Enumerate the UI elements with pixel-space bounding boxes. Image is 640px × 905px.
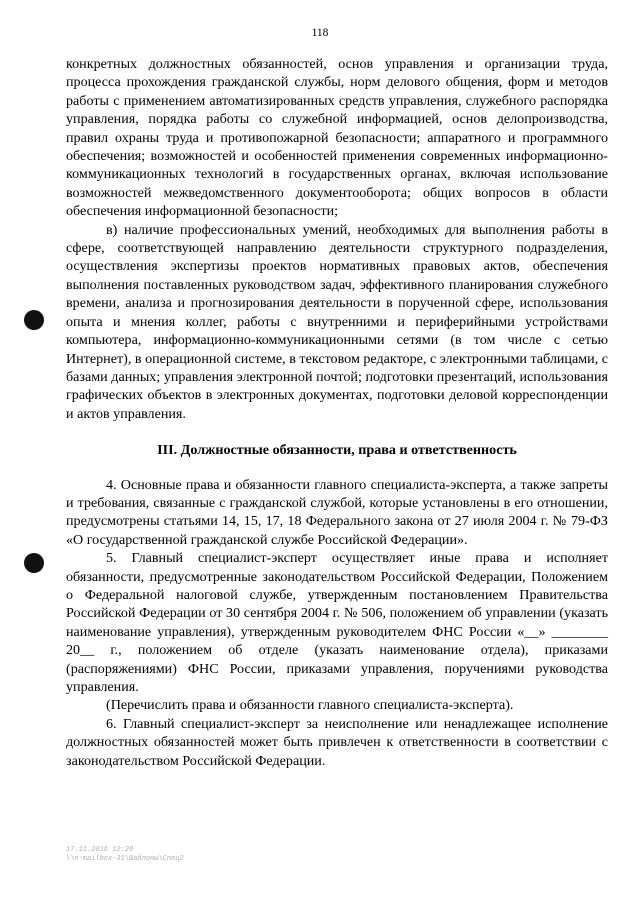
paragraph-knowledge-continued: конкретных должностных обязанностей, основ управления и организации труда, процесса прохождения гражданской службы, норм делового общения, форм и методов работы с применением автоматизированных средств управления, служебного распорядка управления, порядка работы со служебной информацией, основ делопроизводства, правил охраны труда и противопожарной безопасности; аппаратного и программного обеспечения; возможностей и особенностей применения современных информационно-коммуникационных технологий в государственных органах, включая использование возможностей межведомственного документооборота; общих вопросов в области обеспечения информационной безопасности;: [66, 56, 608, 220]
paragraph-rights-note: (Перечислить права и обязанности главного специалиста-эксперта).: [106, 697, 514, 714]
binding-hole-bottom: [24, 553, 44, 573]
paragraph-professional-skills: в) наличие профессиональных умений, необходимых для выполнения работы в сфере, соответствующей направлению деятельности структурного подразделения, осуществления экспертизы проектов нормативных правовых актов, обеспечения выполнения поставленных руководством задач, эффективного планирования служебного времени, анализа и прогнозирования деятельности в порученной сфере, использования опыта и мнения коллег, работы с внутренними и периферийными устройствами компьютера, информационно-коммуникационными сетями (в том числе с сетью Интернет), в операционной системе, в текстовом редакторе, с электронными таблицами, с базами данных; управления электронной почтой; подготовки презентаций, использования графических объектов в электронных документах, подготовки деловой корреспонденции и актов управления.: [66, 221, 608, 422]
paragraph-item-4: 4. Основные права и обязанности главного специалиста-эксперта, а также запреты и требования, связанные с гражданской службой, которые установлены в его отношении, предусмотрены статьями 14, 15, 17, 18 Федерального закона от 27 июля 2004 г. № 79-ФЗ «О государственной гражданской службе Российской Федерации».: [66, 476, 608, 548]
file-stamp-path: \\n-mailbox-31\Шаблоны\Спец2: [66, 855, 184, 863]
file-stamp-date: 17.11.2016 12:20: [66, 846, 134, 854]
document-body: [66, 55, 608, 770]
paragraph-item-5: 5. Главный специалист-эксперт осуществляет иные права и исполняет обязанности, предусмотренные законодательством Российской Федерации, Положением о Федеральной налоговой службе, утвержденным постановлением Правительства Российской Федерации от 30 сентября 2004 г. № 506, положением об управлении (указать наименование управления), утвержденным руководителем ФНС России «__» ________ 20__ г., положением об отделе (указать наименование отдела), приказами (распоряжениями) ФНС России, приказами управления, поручениями руководства управления.: [66, 550, 608, 695]
paragraph-item-6: 6. Главный специалист-эксперт за неисполнение или ненадлежащее исполнение должностных обязанностей может быть привлечен к ответственности в соответствии с законодательством Российской Федерации.: [66, 715, 608, 769]
section-heading: III. Должностные обязанности, права и ответственность: [157, 442, 517, 459]
file-stamp: [66, 846, 184, 864]
page-number: 118: [311, 27, 329, 39]
binding-hole-top: [24, 310, 44, 330]
